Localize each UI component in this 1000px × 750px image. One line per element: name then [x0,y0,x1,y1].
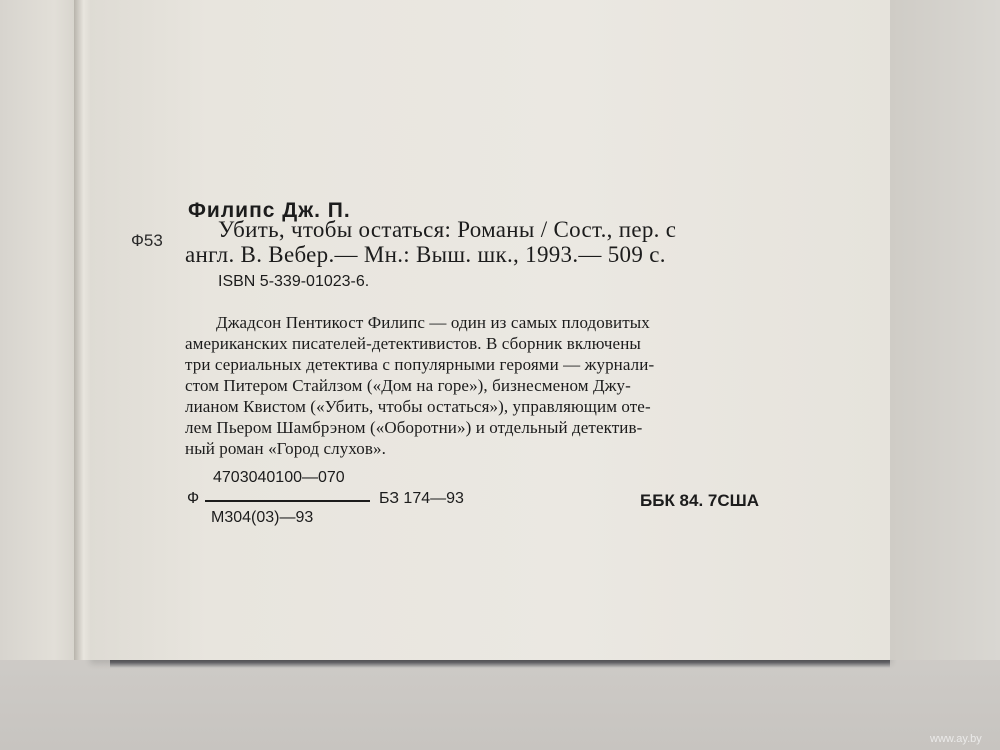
abstract-line-7: ный роман «Город слухов». [185,439,386,458]
bibliographic-line-2: англ. В. Вебер.— Мн.: Выш. шк., 1993.— 509 с. [185,242,666,267]
author-heading: Филипс Дж. П. [188,199,351,222]
isbn: ISBN 5-339-01023-6. [218,273,370,290]
abstract-line-1: Джадсон Пентикост Филипс — один из самых плодовитых [216,313,650,332]
index-denominator: М304(03)—93 [211,509,314,526]
bz-code: БЗ 174—93 [379,490,464,507]
abstract-line-5: лианом Квистом («Убить, чтобы остаться»), управляющим оте- [185,397,651,416]
book-gutter [74,0,90,660]
bibliographic-line-1: Убить, чтобы остаться: Романы / Сост., пер. с [218,217,677,242]
index-numerator: 4703040100—070 [213,469,345,486]
abstract-line-3: три сериальных детектива с популярными героями — журнали- [185,355,655,374]
index-fraction-prefix: Ф [187,490,200,507]
classification-code: Ф53 [131,231,163,250]
abstract-line-2: американских писателей-детективистов. В сборник включены [185,334,641,353]
left-page [0,0,78,660]
abstract-line-4: стом Питером Стайлзом («Дом на горе»), бизнесменом Джу- [185,376,631,395]
right-background [890,0,1000,660]
abstract-line-6: лем Пьером Шамбрэном («Оборотни») и отдельный детектив- [185,418,643,437]
bbk-code: ББК 84. 7США [640,491,759,510]
watermark-text: www.ay.by [930,733,982,745]
fraction-rule [205,500,370,502]
